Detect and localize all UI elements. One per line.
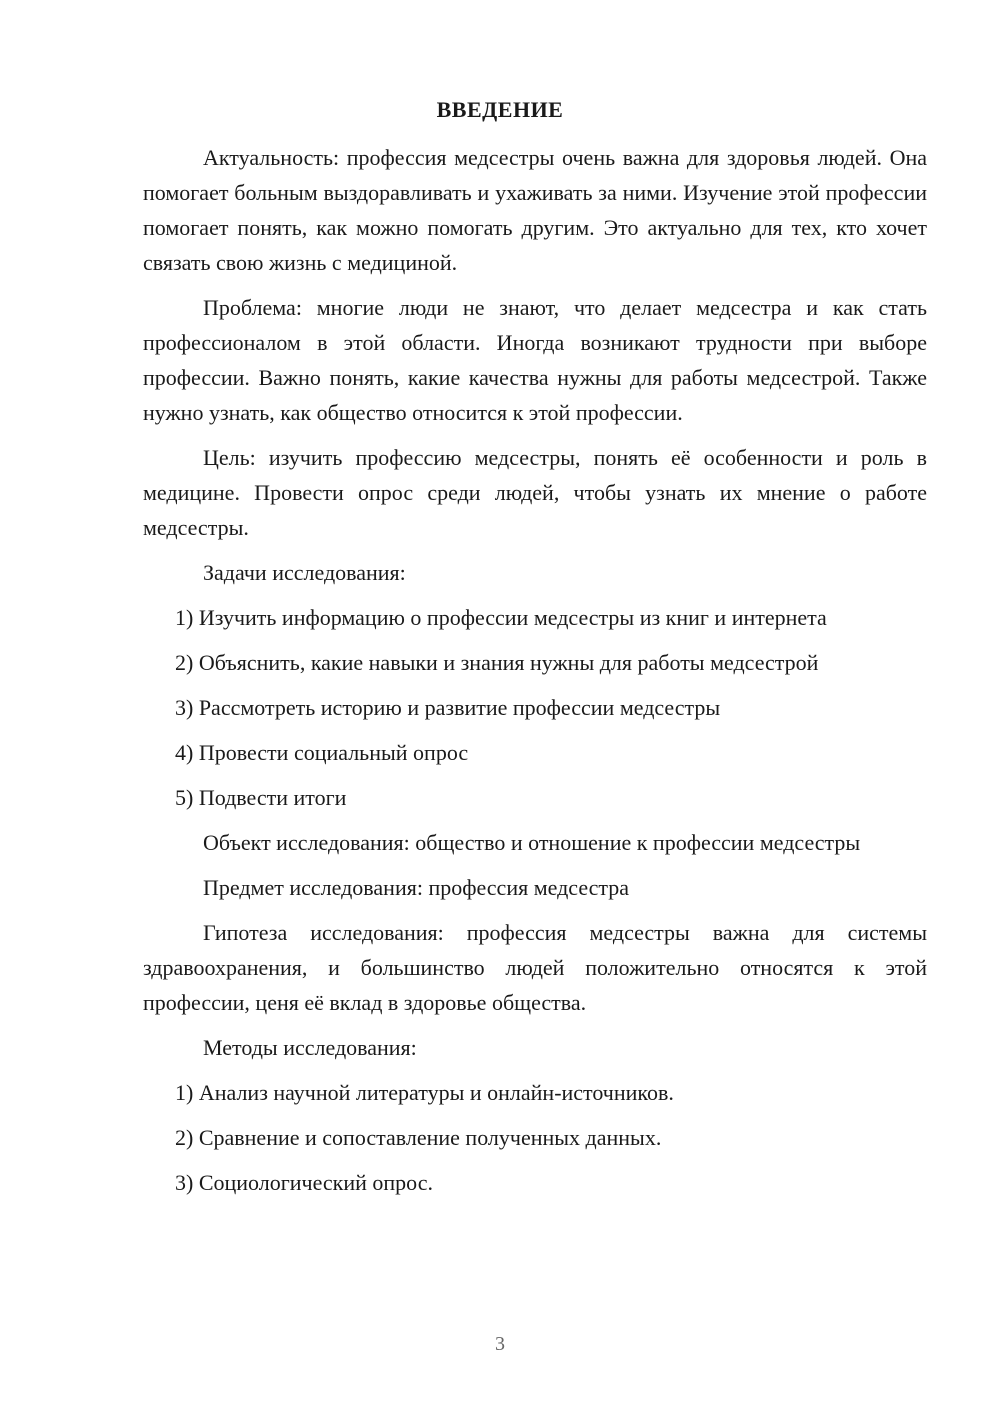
page-title: ВВЕДЕНИЕ	[436, 97, 564, 122]
list-item: 5) Подвести итоги	[175, 785, 347, 810]
list-item: 3) Рассмотреть историю и развитие профессии медсестры	[175, 695, 721, 720]
list-item: 4) Провести социальный опрос	[175, 740, 469, 765]
problem-paragraph: Проблема: многие люди не знают, что делает медсестра и как стать профессионалом в этой области. Иногда возникают трудности при выборе профессии. Важно понять, какие качества нужны для работы медсестрой. Также нужно узнать, как общество относится к этой профессии.	[143, 295, 927, 425]
hypothesis-paragraph: Гипотеза исследования: профессия медсестры важна для системы здравоохранения, и большинство людей положительно относятся к этой профессии, ценя её вклад в здоровье общества.	[143, 920, 927, 1015]
tasks-heading: Задачи исследования:	[203, 560, 406, 585]
goal-paragraph: Цель: изучить профессию медсестры, понять её особенности и роль в медицине. Провести опрос среди людей, чтобы узнать их мнение о работе медсестры.	[143, 445, 927, 540]
list-item: 2) Объяснить, какие навыки и знания нужны для работы медсестрой	[175, 650, 819, 675]
object-paragraph: Объект исследования: общество и отношение к профессии медсестры	[203, 830, 861, 855]
actuality-paragraph: Актуальность: профессия медсестры очень важна для здоровья людей. Она помогает больным выздоравливать и ухаживать за ними. Изучение этой профессии помогает понять, как можно помогать другим. Это актуально для тех, кто хочет связать свою жизнь с медициной.	[143, 145, 927, 275]
page-number: 3	[495, 1333, 505, 1355]
subject-paragraph: Предмет исследования: профессия медсестра	[203, 875, 630, 900]
list-item: 3) Социологический опрос.	[175, 1170, 433, 1195]
document-body	[143, 140, 927, 1210]
methods-heading: Методы исследования:	[203, 1035, 417, 1060]
tasks-list	[143, 600, 927, 815]
methods-list	[143, 1075, 927, 1200]
list-item: 1) Изучить информацию о профессии медсестры из книг и интернета	[175, 605, 827, 630]
list-item: 1) Анализ научной литературы и онлайн-источников.	[175, 1080, 674, 1105]
list-item: 2) Сравнение и сопоставление полученных данных.	[175, 1125, 662, 1150]
